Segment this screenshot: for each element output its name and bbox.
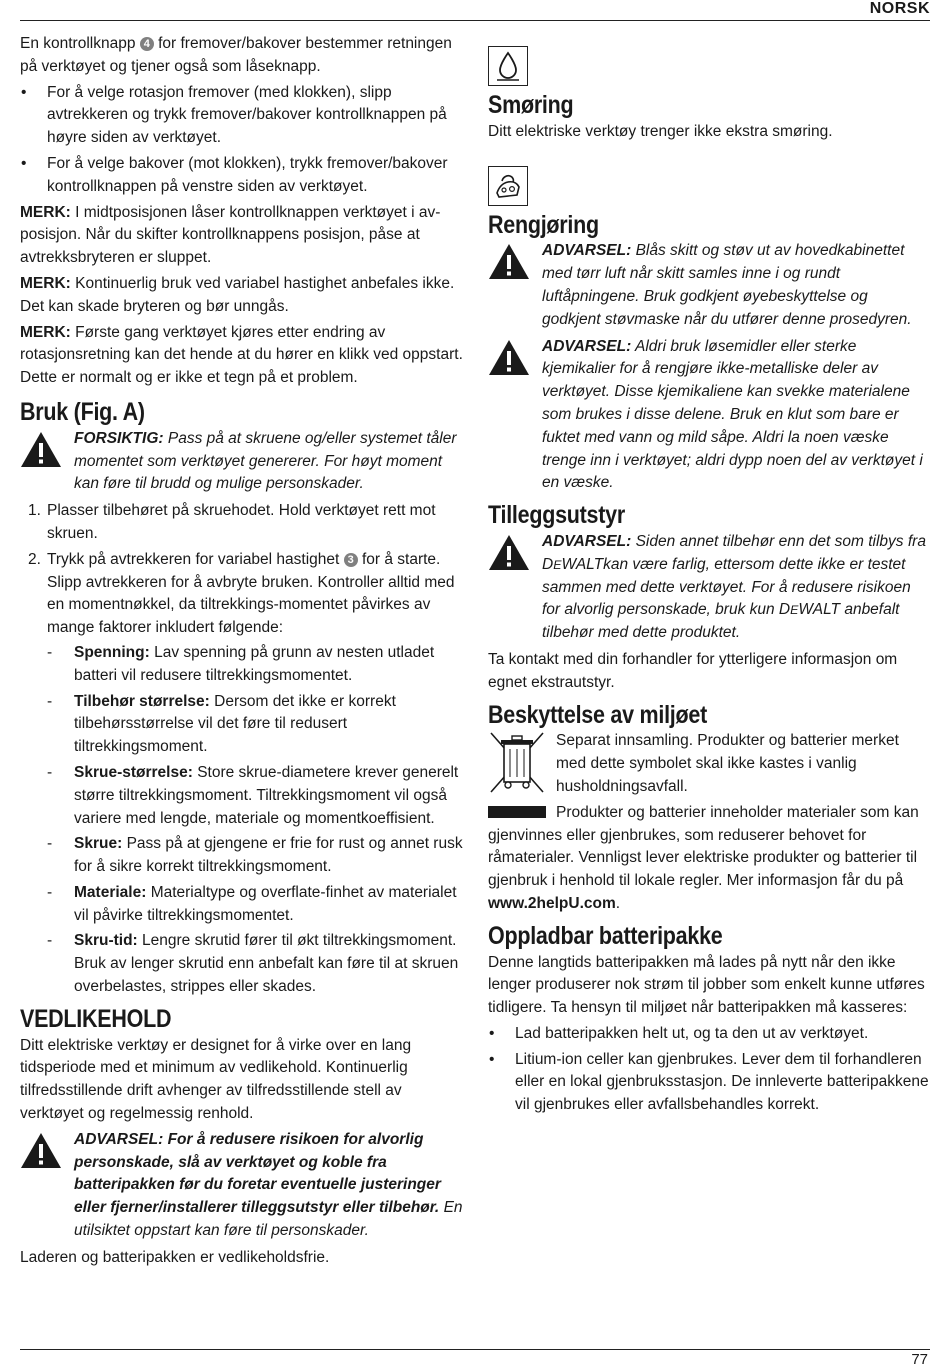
list-item: - Spenning: Lav spenning på grunn av nesten utladet batteri vil redusere tiltrekkingsmomentet. bbox=[47, 642, 464, 688]
maintenance-paragraph: Ditt elektriske verktøy er designet for å virke over en lang tidsperiode med et minimum av vedlikehold. Kontinuerlig tilfredsstillende drift avhenger av tilfredsstillende stell av verktøyet og regelmessig renhold. bbox=[20, 1036, 412, 1123]
usage-steps bbox=[20, 500, 464, 999]
black-bar-icon bbox=[488, 806, 546, 818]
list-item: - Materiale: Materialtype og overflate-finhet av materialet vil påvirke tiltrekkingsmomentet. bbox=[47, 882, 464, 928]
list-item: - Skrue: Pass på at gjengene er frie for rust og annet rusk for å sikre korrekt tiltrekkingsmoment. bbox=[47, 833, 464, 879]
recycling-paragraph: Produkter og batterier inneholder materialer som kan gjenvinnes eller gjenbrukes, som reduserer behovet for råmaterialer. Vennligst lever elektriske produkter og batterier til gjenbruk i henhold til lokale regler. Mer informasjon får du på www.2helpU.com. bbox=[488, 803, 919, 912]
warning-triangle-icon bbox=[20, 431, 62, 468]
right-column bbox=[488, 33, 930, 1120]
accessory-warning: ADVARSEL: Siden annet tilbehør enn det som tilbys fra DEWALTkan være farlig, ettersom dette ikke er testet sammen med dette verktøyet. For å redusere risikoen for alvorlig personskade, bruk kun DEWALT anbefalt tilbehør med dette produktet. bbox=[488, 531, 930, 645]
callout-4-icon: 4 bbox=[140, 37, 154, 51]
cleaning-warning: ADVARSEL: Blås skitt og støv ut av hovedkabinettet med tørr luft når skitt samles inne i og rundt luftåpningene. Bruk godkjent øyebeskyttelse og godkjent støvmaske når du utfører denne prosedyren. bbox=[488, 240, 930, 331]
warning-triangle-icon bbox=[488, 243, 530, 280]
maintenance-warning: ADVARSEL: For å redusere risikoen for alvorlig personskade, slå av verktøyet og koble fra batteripakken før du foretar eventuelle justeringer eller fjerner/installerer tilleggsutstyr eller tilbehør. En utilsiktet oppstart kan føre til personskader. bbox=[20, 1129, 464, 1243]
lubrication-paragraph: Ditt elektriske verktøy trenger ikke ekstra smøring. bbox=[488, 122, 833, 140]
left-column bbox=[20, 33, 464, 1273]
note-paragraph: MERK: Første gang verktøyet kjøres etter endring av rotasjonsretning kan det hende at du hører en klikk ved oppstart. Dette er normalt og er ikke et tegn på et problem. bbox=[20, 323, 463, 387]
top-divider bbox=[20, 20, 930, 21]
list-item: - Skru-tid: Lengre skrutid fører til økt tiltrekkingsmoment. Bruk av lenger skrutid enn anbefalt kan føre til at skruen overbelastes, strippes eller skades. bbox=[47, 930, 464, 998]
crossed-bin-icon bbox=[488, 730, 546, 796]
list-item: • For å velge bakover (mot klokken), trykk fremover/bakover kontrollknappen på venstre siden av verktøyet. bbox=[20, 153, 464, 199]
factor-list bbox=[47, 642, 464, 999]
bottom-divider bbox=[20, 1349, 930, 1350]
weee-paragraph: Separat innsamling. Produkter og batterier merket med dette symbolet skal ikke kastes i vanlig husholdningsavfall. bbox=[556, 732, 899, 795]
closing-paragraph: Laderen og batteripakken er vedlikeholdsfrie. bbox=[20, 1248, 330, 1266]
warning-triangle-icon bbox=[20, 1132, 62, 1169]
list-item: • For å velge rotasjon fremover (med klokken), slipp avtrekkeren og trykk fremover/bakover kontrollknappen på høyre siden av verktøyet. bbox=[20, 82, 464, 150]
list-item: • Lad batteripakken helt ut, og ta den ut av verktøyet. bbox=[488, 1023, 930, 1046]
intro-paragraph: En kontrollknapp 4 for fremover/bakover bestemmer retningen på verktøyet og tjener også som låseknapp. bbox=[20, 35, 452, 75]
list-item: - Tilbehør størrelse: Dersom det ikke er korrekt tilbehørsstørrelse vil det føre til redusert tiltrekkingsmoment. bbox=[47, 691, 464, 759]
section-heading-bruk: Bruk (Fig. A) bbox=[20, 397, 145, 426]
section-heading-smoring: Smøring bbox=[488, 91, 574, 119]
section-heading-vedlikehold: VEDLIKEHOLD bbox=[20, 1004, 172, 1033]
list-item: 1. Plasser tilbehøret på skruehodet. Hold verktøyet rett mot skruen. bbox=[28, 502, 436, 542]
page-number: 77 bbox=[911, 1351, 928, 1368]
direction-bullets bbox=[20, 82, 464, 199]
list-item: - Skrue-størrelse: Store skrue-diametere krever generelt større tiltrekkingsmoment. Tiltrekkingsmoment vil også variere med lengde, materiale og momentkoeffisient. bbox=[47, 762, 464, 830]
note-paragraph: MERK: Kontinuerlig bruk ved variabel hastighet anbefales ikke. Det kan skade bryteren og bør unngås. bbox=[20, 274, 455, 315]
header-language: NORSK bbox=[869, 0, 930, 17]
section-heading-batteri: Oppladbar batteripakke bbox=[488, 921, 723, 950]
lubrication-icon bbox=[488, 46, 528, 86]
support-link[interactable]: www.2helpU.com bbox=[488, 894, 616, 912]
callout-3-icon: 3 bbox=[344, 553, 358, 567]
warning-triangle-icon bbox=[488, 534, 530, 571]
section-heading-tilleggsutstyr: Tilleggsutstyr bbox=[488, 501, 625, 530]
cleaning-warning: ADVARSEL: Aldri bruk løsemidler eller sterke kjemikalier for å rengjøre ikke-metalliske deler av verktøyet. Disse kjemikaliene kan svekke materialene som brukes i disse delene. Bruk en klut som bare er fuktet med vann og mild såpe. Aldri la noen væske trenge inn i verktøyet; aldri dypp noen del av verktøyet i en væske. bbox=[488, 336, 930, 496]
note-paragraph: MERK: I midtposisjonen låser kontrollknappen verktøyet i av-posisjon. Når du skifter kontrollknappens posisjon, påse at avtrekksbryteren er sluppet. bbox=[20, 203, 441, 267]
battery-paragraph: Denne langtids batteripakken må lades på nytt når den ikke lenger produserer nok strøm til jobber som enkelt kunne utføres tidligere. Ta hensyn til miljøet når batteripakken må kasseres: bbox=[488, 953, 925, 1017]
caution-block: FORSIKTIG: Pass på at skruene og/eller systemet tåler momentet som verktøyet genererer. For høyt moment kan føre til brudd og mulige personskader. bbox=[20, 428, 464, 496]
warning-triangle-icon bbox=[488, 339, 530, 376]
accessory-paragraph: Ta kontakt med din forhandler for ytterligere informasjon om egnet ekstrautstyr. bbox=[488, 650, 898, 691]
list-item: • Litium-ion celler kan gjenbrukes. Lever dem til forhandleren eller en lokal gjenbruksstasjon. De innleverte batteripakkene vil gjenbrukes eller avfallsbehandles korrekt. bbox=[488, 1049, 930, 1117]
battery-bullets bbox=[488, 1023, 930, 1117]
weee-block bbox=[488, 730, 930, 798]
section-heading-miljo: Beskyttelse av miljøet bbox=[488, 700, 708, 729]
cleaning-icon bbox=[488, 166, 528, 206]
list-item: 2. Trykk på avtrekkeren for variabel hastighet 3 for å starte. Slipp avtrekkeren for å avbryte bruken. Kontroller alltid med en momentnøkkel, da tiltrekkings-momentet påvirkes av mange faktorer inkludert følgende: - Spenning: Lav spenning på grunn av nesten utladet batteri vil redusere tiltrekkingsmomentet. - Tilbehør størrelse: Dersom det ikke er korrekt tilbehørsstørrelse vil det føre til redusert tiltrekkingsmoment. - Skrue-størrelse: Store skrue-diametere krever generelt større tiltrekkingsmoment. Tiltrekkingsmoment vil også variere med lengde, materiale og momentkoeffisient. - Skrue: Pass på at gjengene er frie for rust og annet rusk for å sikre korrekt tiltrekkingsmoment. - Materiale: Materialtype og overflate-finhet av materialet vil påvirke tiltrekkingsmomentet. - Skru-tid: Lengre skrutid fører til økt tiltrekkingsmoment. Bruk av lenger skrutid enn anbefalt kan føre til at skruen overbelastes, strippes eller skades. bbox=[20, 549, 464, 999]
section-heading-rengjoring: Rengjøring bbox=[488, 210, 599, 239]
